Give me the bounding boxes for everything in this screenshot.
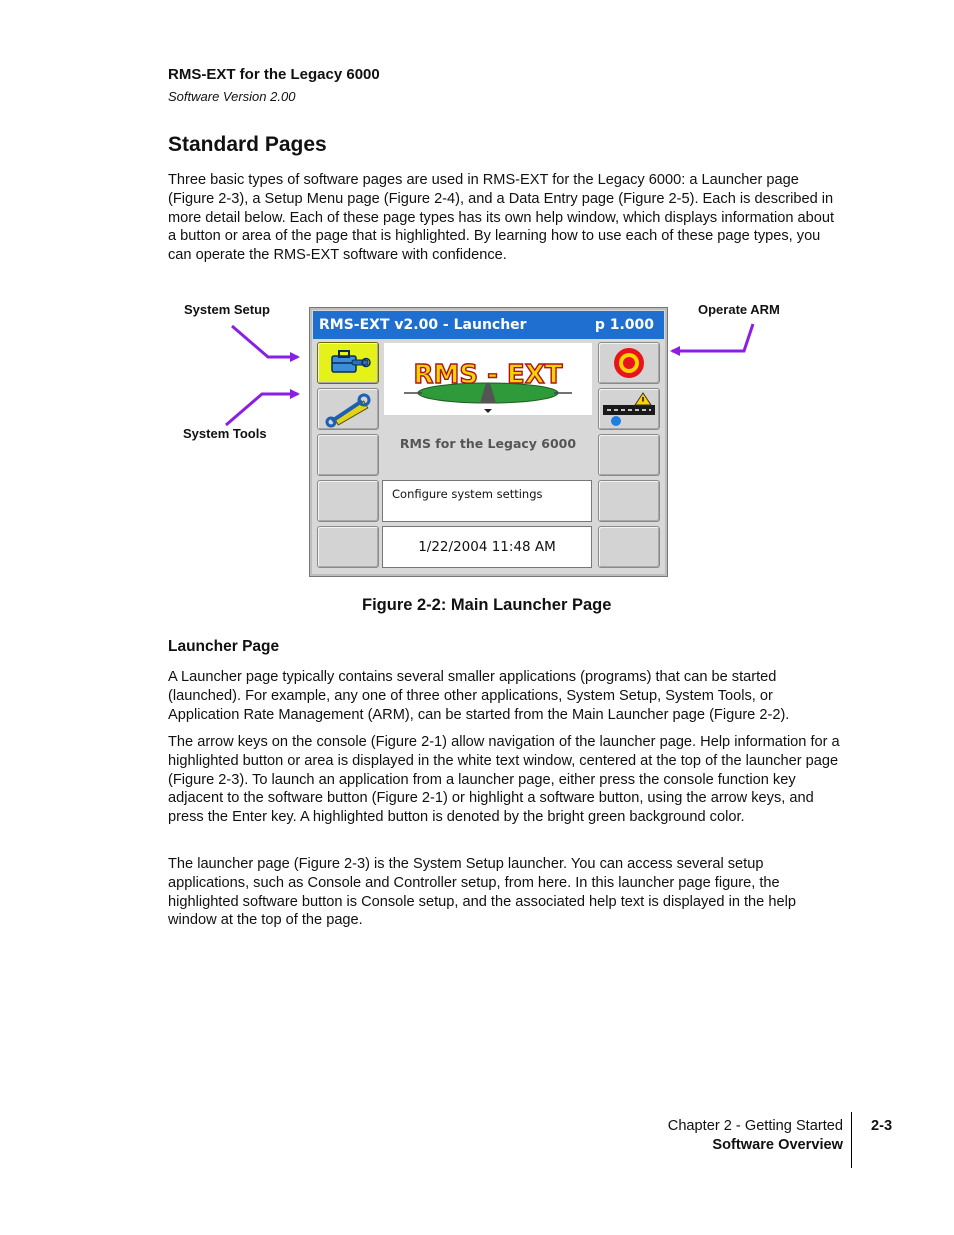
help-window: [382, 480, 592, 522]
callout-system-tools: System Tools: [183, 426, 267, 441]
screen-title: RMS-EXT v2.00 - Launcher: [319, 317, 527, 333]
help-text: Configure system settings: [392, 487, 543, 501]
toolbox-icon: [318, 343, 378, 383]
running-header-subtitle: Software Version 2.00: [168, 89, 296, 104]
footer-page-number: 2-3: [871, 1118, 893, 1134]
footer-chapter: Chapter 2 - Getting Started: [667, 1118, 843, 1134]
rms-ext-logo: [384, 343, 592, 415]
footer-section: Software Overview: [712, 1137, 843, 1153]
footer-divider: [851, 1112, 852, 1168]
road-warning-icon: [599, 389, 659, 429]
datetime-window: [382, 526, 592, 568]
empty-left-button-5[interactable]: [317, 526, 379, 568]
launcher-paragraph-2: The arrow keys on the console (Figure 2-1) allow navigation of the launcher page. Help information for a highlighted button or area is displayed in the white text window, centered at the top of the launcher page (Figure 2-3). To launch an application from a launcher page, either press the console function key adjacent to the software button (Figure 2-1) or highlight a software button, using the arrow keys, and press the Enter key. A highlighted button is denoted by the bright green background color.: [168, 734, 840, 826]
empty-right-button-4[interactable]: [598, 480, 660, 522]
launcher-page-heading: Launcher Page: [168, 638, 280, 655]
wrench-ruler-icon: [318, 389, 378, 429]
running-header-title: RMS-EXT for the Legacy 6000: [168, 66, 380, 83]
launcher-paragraph-1: A Launcher page typically contains several smaller applications (programs) that can be started (launched). For example, any one of three other applications, System Setup, System Tools, or Application Rate Management (ARM), can be started from the Main Launcher page (Figure 2-2).: [168, 669, 790, 723]
logo-text: RMS - EXT: [413, 360, 563, 390]
screen-titlebar: [313, 311, 664, 339]
empty-left-button-4[interactable]: [317, 480, 379, 522]
callout-operate-arm: Operate ARM: [698, 302, 780, 317]
section-title: Standard Pages: [168, 133, 327, 156]
empty-right-button-3[interactable]: [598, 434, 660, 476]
legacy-label: RMS for the Legacy 6000: [399, 436, 577, 451]
intro-paragraph: Three basic types of software pages are used in RMS-EXT for the Legacy 6000: a Launcher page (Figure 2-3), a Setup Menu page (Figure 2-4), and a Data Entry page (Figure 2-5). Each is described in more detail below. Each of these page types has its own help window, which displays information about a button or area of the page that is highlighted. By learning how to use each of these page types, you can operate the RMS-EXT software with confidence.: [168, 172, 835, 264]
arrow-operate-arm: [672, 324, 753, 351]
figure-caption: Figure 2-2: Main Launcher Page: [362, 596, 612, 614]
callout-system-setup: System Setup: [184, 302, 270, 317]
arrow-system-tools: [226, 394, 298, 425]
road-warning-button[interactable]: [598, 388, 660, 430]
launcher-paragraph-3: The launcher page (Figure 2-3) is the System Setup launcher. You can access several setup applications, such as Console and Controller setup, from here. In this launcher page figure, the highlighted software button is Console setup, and the associated help text is displayed in the help window at the top of the page.: [168, 856, 796, 929]
target-icon: [599, 343, 659, 383]
operate-arm-button[interactable]: [598, 342, 660, 384]
launcher-screen: [309, 307, 668, 577]
empty-left-button-3[interactable]: [317, 434, 379, 476]
screen-page-number: p 1.000: [594, 317, 654, 333]
datetime-text: 1/22/2004 11:48 AM: [418, 539, 556, 555]
system-setup-button[interactable]: [317, 342, 379, 384]
empty-right-button-5[interactable]: [598, 526, 660, 568]
arrow-system-setup: [232, 326, 298, 357]
system-tools-button[interactable]: [317, 388, 379, 430]
